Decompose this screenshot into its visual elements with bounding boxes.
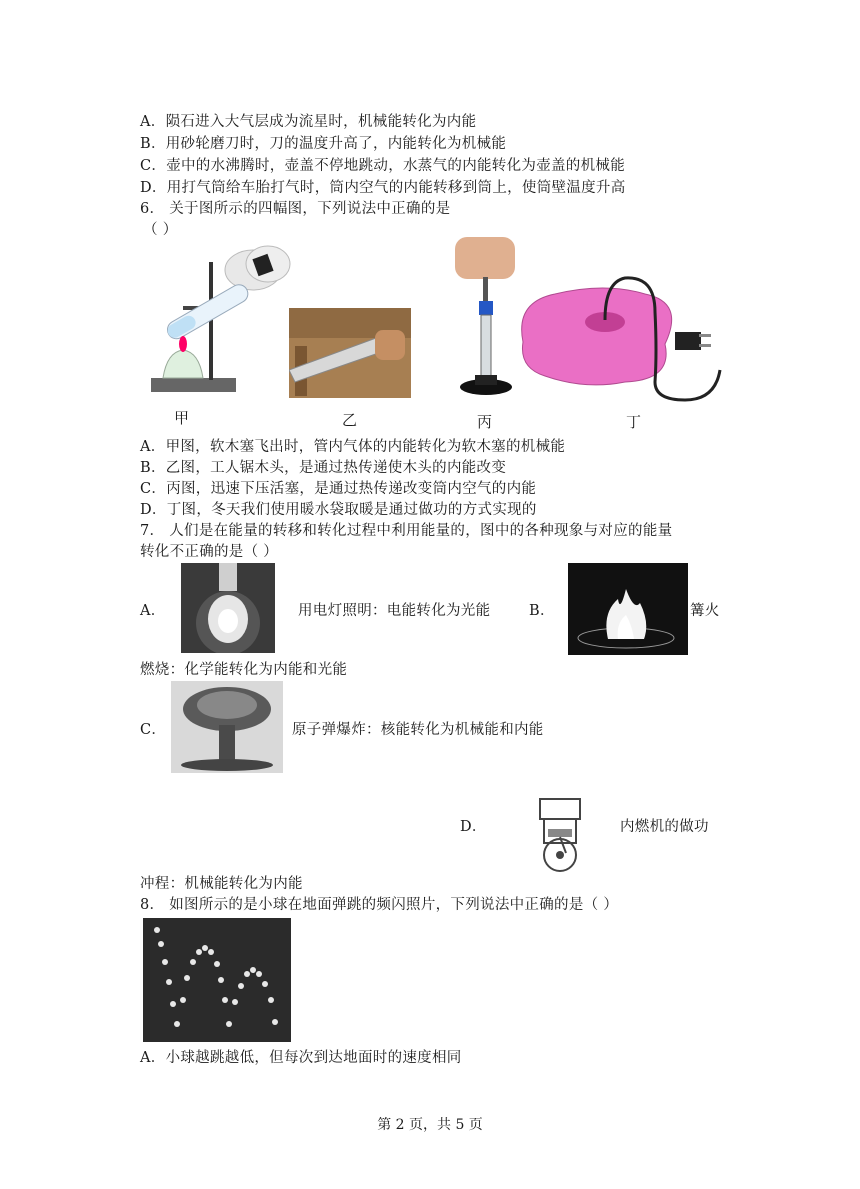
mushroom-cloud-figure [171,681,283,773]
test-tube-figure [143,240,293,400]
q8-stem: 8． 如图所示的是小球在地面弹跳的频闪照片，下列说法中正确的是（ ） [140,897,619,913]
q7-option-a-text: 用电灯照明：电能转化为光能 [298,603,491,619]
bonfire-figure [568,563,688,655]
q5-option-d: D．用打气筒给车胎打气时，筒内空气的内能转移到筒上，使筒壁温度升高 [140,180,626,196]
caption-ding: 丁 [626,413,642,431]
q7-option-b-text2: 燃烧：化学能转化为内能和光能 [140,662,348,678]
caption-jia: 甲 [174,409,190,427]
q7-option-c-label: C． [140,722,167,738]
q7-option-d-text1: 内燃机的做功 [620,819,709,835]
bouncing-ball-photo [143,918,291,1042]
q5-option-c: C．壶中的水沸腾时，壶盖不停地跳动，水蒸气的内能转化为壶盖的机械能 [140,158,625,174]
saw-wood-figure [289,308,411,398]
light-bulb-figure [181,563,275,653]
q6-stem: 6． 关于图所示的四幅图，下列说法中正确的是 [140,201,451,217]
hot-water-bag-figure [515,272,740,404]
q6-option-d: D．丁图，冬天我们使用暖水袋取暖是通过做功的方式实现的 [140,502,537,518]
q7-option-c-text: 原子弹爆炸：核能转化为机械能和内能 [292,722,544,738]
q7-option-d-label: D． [460,819,487,835]
q6-option-c: C．丙图，迅速下压活塞，是通过热传递改变筒内空气的内能 [140,481,537,497]
q7-stem-line1: 7． 人们是在能量的转移和转化过程中利用能量的，图中的各种现象与对应的能量 [140,523,673,539]
q5-option-a: A．陨石进入大气层成为流星时，机械能转化为内能 [140,114,477,130]
page-footer: 第 2 页，共 5 页 [377,1117,483,1133]
piston-pump-figure [445,237,525,400]
q6-option-b: B．乙图，工人锯木头，是通过热传递使木头的内能改变 [140,460,507,476]
q6-option-a: A．甲图，软木塞飞出时，管内气体的内能转化为软木塞的机械能 [140,439,566,455]
caption-bing: 丙 [477,413,493,431]
q7-option-d-text2: 冲程：机械能转化为内能 [140,876,303,892]
q6-answer-blank: （ ） [143,222,178,238]
q7-option-b-text1: 篝火 [690,603,720,619]
q7-option-a-label: A． [140,603,166,619]
q5-option-b: B．用砂轮磨刀时，刀的温度升高了，内能转化为机械能 [140,136,507,152]
engine-cylinder-figure [526,793,596,873]
q7-stem-line2: 转化不正确的是（ ） [140,544,279,560]
q7-option-b-label: B． [529,603,555,619]
caption-yi: 乙 [342,411,358,429]
q8-option-a: A．小球越跳越低，但每次到达地面时的速度相同 [140,1050,462,1066]
